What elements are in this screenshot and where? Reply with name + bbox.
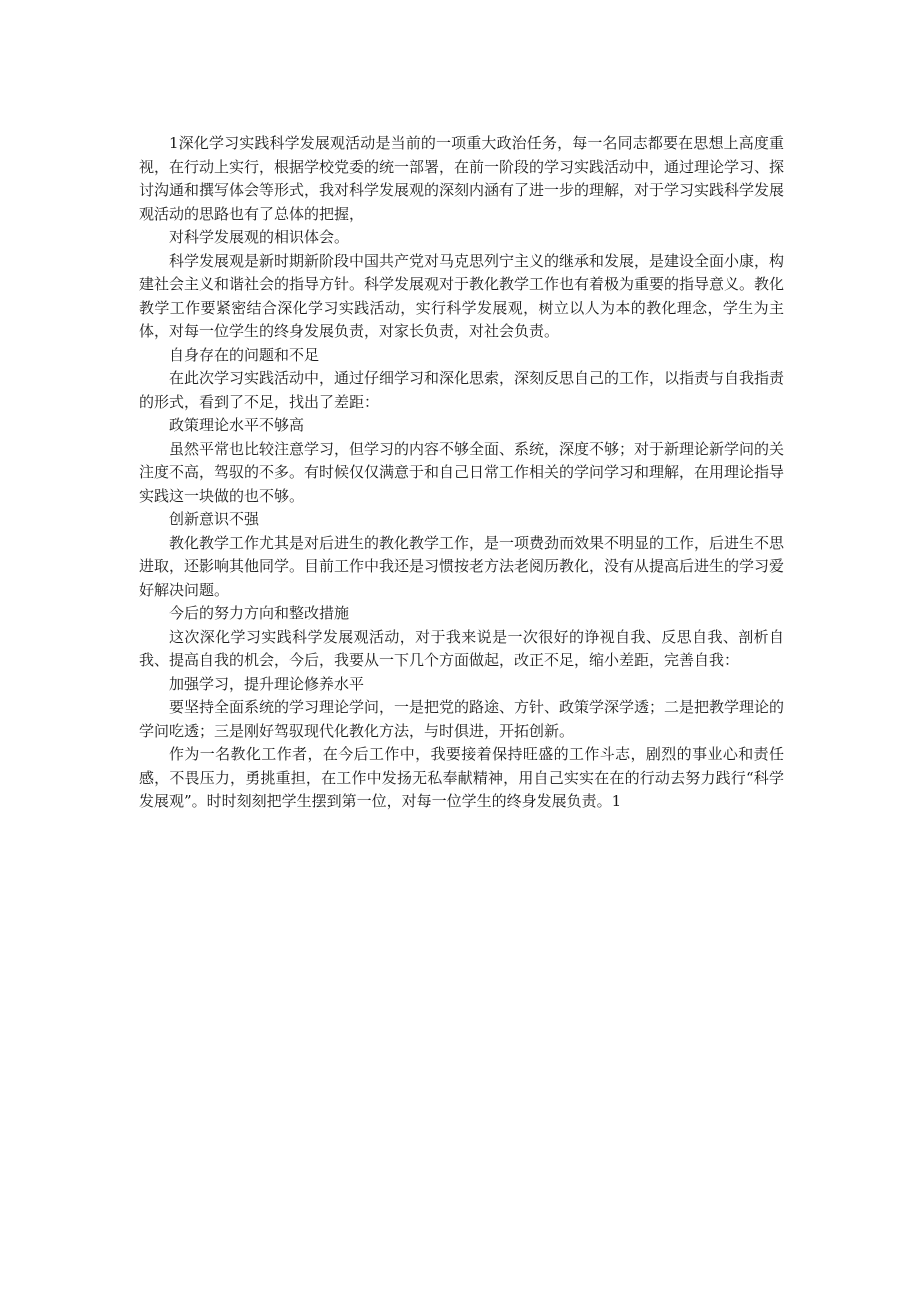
subheading-innovation: 创新意识不强	[169, 510, 260, 528]
paragraph-theory-level: 虽然平常也比较注意学习，但学习的内容不够全面、系统，深度不够；对于新理论新学问的关注度不高，驾驭的不多。有时候仅仅满意于和自己日常工作相关的学问学习和理解，在用理论指导实践这一块做的也不够。	[139, 439, 785, 505]
paragraph-problems: 在此次学习实践活动中，通过仔细学习和深化思索，深刻反思自己的工作，以指责与自我指责的形式，看到了不足，找出了差距：	[139, 369, 785, 411]
subheading-theory-level: 政策理论水平不够高	[169, 416, 305, 434]
paragraph-measures: 这次深化学习实践科学发展观活动，对于我来说是一次很好的诤视自我、反思自我、剖析自我、提高自我的机会，今后，我要从一下几个方面做起，改正不足，缩小差距，完善自我：	[139, 627, 784, 669]
paragraph-conclusion: 作为一名教化工作者，在今后工作中，我要接着保持旺盛的工作斗志，剧烈的事业心和责任感，不畏压力，勇挑重担，在工作中发扬无私奉献精神，用自己实实在在的行动去努力践行“科学发展观”。时时刻刻把学生摆到第一位，对每一位学生的终身发展负责。1	[139, 745, 784, 810]
section-heading-problems: 自身存在的问题和不足	[169, 345, 320, 364]
paragraph-understanding: 科学发展观是新时期新阶段中国共产党对马克思列宁主义的继承和发展，是建设全面小康，构建社会主义和谐社会的指导方针。科学发展观对于教化教学工作也有着极为重要的指导意义。教化教学工作要紧密结合深化学习实践活动，实行科学发展观，树立以人为本的教化理念，学生为主体，对每一位学生的终身发展负责，对家长负责，对社会负责。	[139, 251, 785, 340]
document-body	[139, 132, 784, 814]
paragraph-intro: 1深化学习实践科学发展观活动是当前的一项重大政治任务，每一名同志都要在思想上高度重视，在行动上实行，根据学校党委的统一部署，在前一阶段的学习实践活动中，通过理论学习、探讨沟通和撰写体会等形式，我对科学发展观的深刻内涵有了进一步的理解，对于学习实践科学发展观活动的思路也有了总体的把握，	[139, 134, 785, 223]
paragraph-innovation: 教化教学工作尤其是对后进生的教化教学工作，是一项费劲而效果不明显的工作，后进生不思进取，还影响其他同学。目前工作中我还是习惯按老方法老阅历教化，没有从提高后进生的学习爱好解决问题。	[139, 533, 785, 599]
section-heading-measures: 今后的努力方向和整改措施	[169, 604, 350, 622]
section-heading-understanding: 对科学发展观的相识体会。	[169, 228, 350, 246]
paragraph-study: 要坚持全面系统的学习理论学问，一是把党的路途、方针、政策学深学透；二是把教学理论的学问吃透；三是刚好驾驭现代化教化方法，与时俱进，开拓创新。	[139, 698, 785, 740]
subheading-study: 加强学习，提升理论修养水平	[169, 674, 365, 693]
